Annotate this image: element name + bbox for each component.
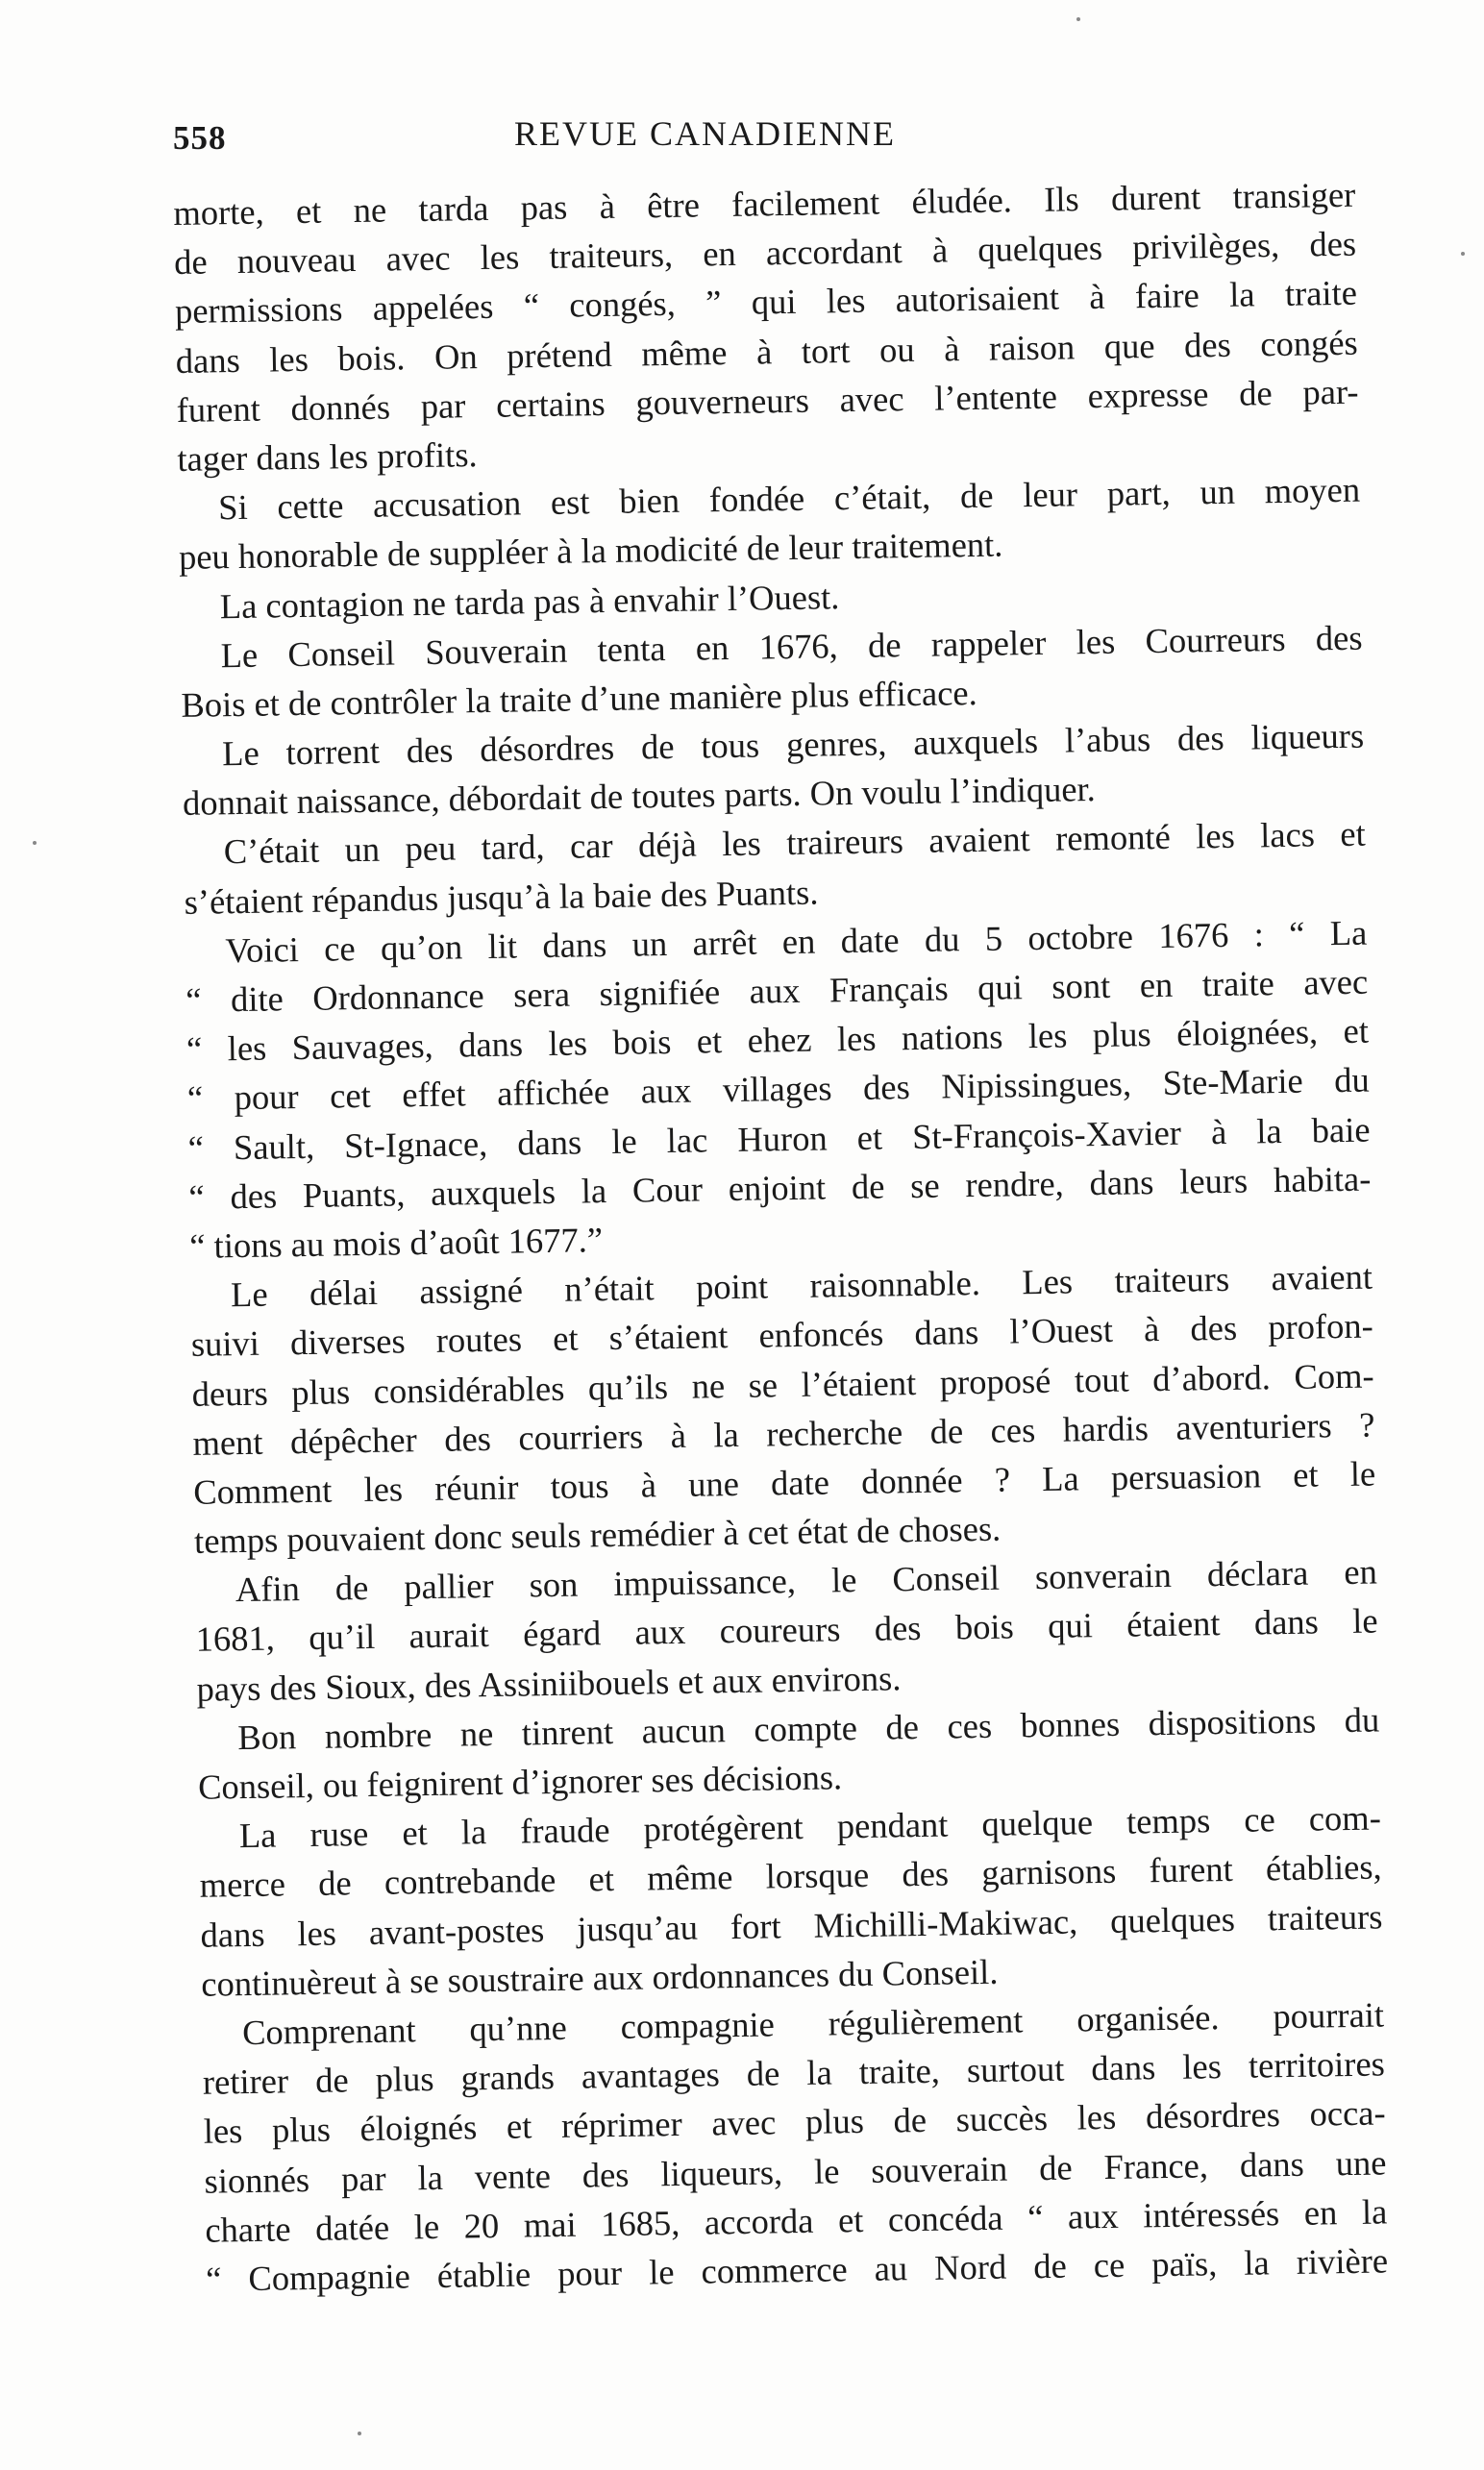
text-line: “ pour cet effet affichée aux villages des Nipissingues, Ste-Marie du (186, 1059, 1371, 1119)
text-line: retirer de plus grands avantages de la traite, surtout dans les territoires (202, 2043, 1386, 2102)
text-line: ment dépêcher des courriers à la recherche de ces hardis aventuriers ? (192, 1404, 1375, 1463)
text-line: deurs plus considérables qu’ils ne se l’étaient proposé tout d’abord. Com- (191, 1355, 1374, 1414)
text-line: Voici ce qu’on lit dans un arrêt en date du 5 octobre 1676 : “ La (225, 912, 1368, 971)
text-line: morte, et ne tarda pas à être facilement éludée. Ils durent transiger (173, 174, 1356, 233)
text-line: suivi diverses routes et s’étaient enfoncés dans l’Ouest à des profon- (190, 1305, 1374, 1365)
text-line: tager dans les profits. (177, 434, 478, 479)
text-line: s’étaient répandus jusqu’à la baie des Puants. (184, 872, 819, 922)
text-line: dans les bois. On prétend même à tort ou à raison que des congés (175, 322, 1358, 381)
text-line: donnait naissance, débordait de toutes parts. On voulu l’indiquer. (182, 769, 1097, 824)
text-line: La ruse et la fraude protégèrent pendant quelque temps ce com- (238, 1797, 1382, 1856)
text-line: “ Sault, St-Ignace, dans le lac Huron et St-François-Xavier à la baie (187, 1109, 1371, 1168)
text-line: “ des Puants, auxquels la Cour enjoint de se rendre, dans leurs habita- (188, 1158, 1372, 1217)
text-line: pays des Sioux, des Assiniibouels et aux environs. (196, 1657, 902, 1709)
scan-speck (33, 841, 37, 845)
text-line: “ dite Ordonnance sera signifiée aux Français qui sont en traite avec (185, 961, 1369, 1020)
text-line: Comment les réunir tous à une date donnée ? La persuasion et le (192, 1453, 1376, 1512)
text-line: charte datée le 20 mai 1685, accorda et concéda “ aux intéressés en la (205, 2191, 1388, 2250)
text-line: La contagion ne tarda pas à envahir l’Ouest. (219, 576, 840, 626)
text-line: Comprenant qu’nne compagnie régulièrement organisée. pourrait (241, 1994, 1385, 2053)
text-line: peu honorable de suppléer à la modicité de leur traitement. (178, 524, 1003, 578)
text-line: permissions appelées “ congés, ” qui les autorisaient à faire la traite (174, 273, 1358, 332)
text-line: Afin de pallier son impuissance, le Conseil sonverain déclara en (235, 1551, 1378, 1610)
page-number: 558 (173, 119, 227, 157)
body-text (173, 170, 1388, 2304)
running-head: REVUE CANADIENNE (514, 114, 896, 153)
text-line: “ Compagnie établie pour le commerce au Nord de ce païs, la rivière (205, 2240, 1389, 2299)
text-line: sionnés par la vente des liqueurs, le souverain de France, dans une (204, 2141, 1387, 2201)
text-line: merce de contrebande et même lorsque des garnisons furent établies, (199, 1846, 1382, 1906)
scan-speck (358, 2432, 361, 2435)
text-line: C’était un peu tard, car déjà les traireurs avaient remonté les lacs et (223, 814, 1367, 872)
scan-speck (1461, 252, 1465, 256)
text-line: 1681, qu’il aurait égard aux coureurs des bois qui étaient dans le (195, 1600, 1378, 1660)
text-line: Conseil, ou feignirent d’ignorer ses décisions. (197, 1757, 843, 1807)
text-line: furent donnés par certains gouverneurs avec l’entente expresse de par- (176, 371, 1359, 430)
text-line: temps pouvaient donc seuls remédier à cet état de choses. (193, 1508, 1002, 1561)
text-line: continuèreut à se soustraire aux ordonnances du Conseil. (201, 1951, 999, 2004)
text-line: Le torrent des désordres de tous genres, auxquels l’abus des liqueurs (221, 715, 1365, 774)
text-line: de nouveau avec les traiteurs, en accordant à quelques privilèges, des (173, 223, 1357, 283)
text-line: “ tions au mois d’août 1677.” (188, 1220, 604, 1266)
text-line: dans les avant-postes jusqu’au fort Michilli-Makiwac, quelques traiteurs (200, 1896, 1383, 1955)
page-header (173, 108, 1355, 165)
text-line: “ les Sauvages, dans les bois et ehez les nations les plus éloignées, et (186, 1010, 1370, 1070)
text-line: Bois et de contrôler la traite d’une manière plus efficace. (181, 672, 977, 725)
text-line: Le Conseil Souverain tenta en 1676, de rappeler les Courreurs des (220, 617, 1363, 675)
text-line: les plus éloignés et réprimer avec plus de succès les désordres occa- (203, 2092, 1386, 2152)
scan-speck (1076, 17, 1080, 21)
text-line: Le délai assigné n’était point raisonnable. Les traiteurs avaient (230, 1256, 1373, 1315)
text-line: Si cette accusation est bien fondée c’était, de leur part, un moyen (217, 469, 1361, 528)
text-line: Bon nombre ne tinrent aucun compte de ces bonnes dispositions du (236, 1699, 1380, 1757)
